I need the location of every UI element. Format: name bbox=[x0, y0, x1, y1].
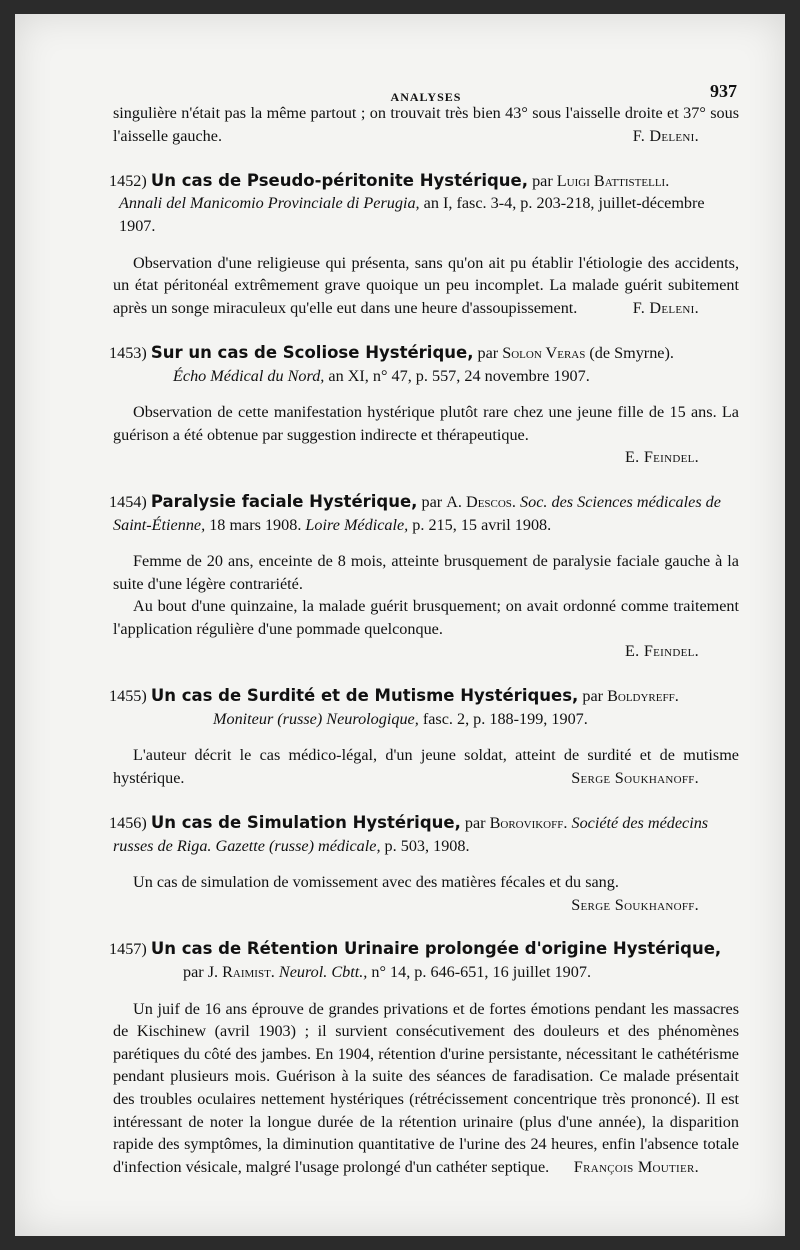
entry-author: Solon Veras bbox=[502, 343, 586, 362]
entry-by: par bbox=[532, 171, 553, 190]
entry-author-note: (de Smyrne). bbox=[589, 343, 674, 362]
page-number: 937 bbox=[710, 81, 737, 101]
entry-citation bbox=[113, 961, 739, 984]
entry-title: Un cas de Simulation Hystérique, bbox=[150, 813, 461, 833]
entry-title: Un cas de Rétention Urinaire prolongée d'origine Hystérique, bbox=[150, 939, 722, 959]
entry-body bbox=[113, 550, 739, 663]
entry-author: Boldyreff. bbox=[607, 687, 679, 706]
entry-by: par bbox=[582, 687, 604, 706]
entry-details: an XI, n° 47, p. 557, 24 novembre 1907. bbox=[328, 366, 590, 385]
entry-by: par bbox=[421, 492, 443, 511]
entry-citation bbox=[113, 192, 739, 237]
entry-by: par bbox=[183, 963, 204, 981]
entry-details: fasc. 2, p. 188-199, 1907. bbox=[422, 709, 588, 728]
intro-block bbox=[113, 102, 739, 148]
entry-by: par bbox=[464, 814, 486, 833]
entry-paragraph: Un juif de 16 ans éprouve de grandes privations et de fortes émotions pendant les massacres de Kischinew (avril 1903) ; il survient consécutivement des douleurs et des phénomènes parétiques du côté des jambes. En 1904, rétention d'urine persistante, nécessitant le cathétérisme pendant plusieurs mois. Guérison à la suite des séances de faradisation. Ce malade présentait des troubles oculaires nettement hystériques (rétrécissement concentrique très prononcé). Il est intéressant de noter la longue durée de la rétention urinaire (plus d'une année), la disparition rapide des symptômes, la diminution quantitative de l'urine des 24 heures, enfin l'absence totale d'infection vésicale, malgré l'usage prolongé d'un cathéter septique. bbox=[113, 999, 739, 1176]
entry-body bbox=[113, 998, 739, 1179]
entry-journal: Neurol. Cbtt., bbox=[278, 963, 368, 981]
entry-signature: E. Feindel. bbox=[624, 448, 699, 467]
entry-journal: Écho Médical du Nord, bbox=[173, 366, 325, 385]
entry-journal: Annali del Manicomio Provinciale di Perugia, bbox=[119, 194, 420, 213]
entry-journal-2: Loire Médicale, bbox=[305, 515, 409, 534]
entry-details: 18 mars 1908. bbox=[209, 515, 302, 534]
entry-details: an I, fasc. 3-4, p. 203-218, juillet-décembre 1907. bbox=[119, 194, 705, 235]
entry-body bbox=[113, 744, 739, 790]
entry-signature: E. Feindel. bbox=[624, 642, 699, 661]
entry-heading bbox=[109, 170, 739, 238]
entry-citation bbox=[113, 708, 739, 731]
running-head-title: ANALYSES bbox=[390, 90, 462, 104]
entry-journal: Moniteur (russe) Neurologique, bbox=[213, 709, 419, 728]
entry-number: 1454) bbox=[109, 492, 147, 511]
entry-journal: Soc. des Sciences médicales de Saint-Étienne, bbox=[113, 492, 721, 534]
intro-signature: F. Deleni. bbox=[632, 127, 699, 146]
entry-heading bbox=[109, 938, 739, 983]
entry-by: par bbox=[477, 343, 499, 362]
entry-1456 bbox=[109, 812, 739, 916]
entry-paragraph: Femme de 20 ans, enceinte de 8 mois, atteinte brusquement de paralysie faciale gauche à la suite d'une légère contrariété. bbox=[113, 552, 739, 593]
intro-text: singulière n'était pas la même partout ; on trouvait très bien 43° sous l'aisselle droite et 37° sous l'aisselle gauche. bbox=[113, 104, 739, 145]
entry-author: Borovikoff. bbox=[489, 814, 568, 833]
entry-number: 1455) bbox=[109, 687, 147, 706]
entry-number: 1453) bbox=[109, 343, 147, 362]
entry-1454 bbox=[109, 491, 739, 663]
entry-heading bbox=[109, 685, 739, 730]
entry-1453 bbox=[109, 342, 739, 469]
entry-author: A. Descos. bbox=[446, 492, 516, 511]
entry-title: Sur un cas de Scoliose Hystérique, bbox=[150, 342, 474, 362]
entry-heading bbox=[109, 491, 739, 536]
entry-author: Luigi Battistelli. bbox=[556, 171, 670, 190]
entry-signature: F. Deleni. bbox=[632, 299, 699, 318]
entry-signature: Serge Soukhanoff. bbox=[571, 895, 699, 914]
entry-signature: François Moutier. bbox=[573, 1158, 699, 1177]
entry-1457 bbox=[109, 938, 739, 1179]
entry-1455 bbox=[109, 685, 739, 790]
running-head bbox=[113, 68, 739, 102]
entry-details-2: p. 215, 15 avril 1908. bbox=[412, 515, 552, 534]
document-page bbox=[109, 68, 739, 1179]
entry-number: 1456) bbox=[109, 814, 147, 833]
entry-signature: Serge Soukhanoff. bbox=[571, 769, 699, 788]
page-sheet bbox=[15, 14, 785, 1236]
entry-author: J. Raimist. bbox=[207, 963, 275, 981]
entry-paragraph: Un cas de simulation de vomissement avec des matières fécales et du sang. bbox=[133, 873, 619, 892]
entry-paragraph: Observation d'une religieuse qui présenta, sans qu'on ait pu établir l'étiologie des accidents, un état péritonéal extrêmement grave quoique un peu incomplet. La malade guérit subitement après un songe miraculeux qu'elle eut dans une heure d'assoupissement. bbox=[113, 253, 739, 317]
entry-paragraph: Au bout d'une quinzaine, la malade guérit brusquement; on avait ordonné comme traitement l'application régulière d'une pommade quelconque. bbox=[113, 597, 739, 638]
entry-body bbox=[113, 252, 739, 320]
entry-title: Un cas de Pseudo-péritonite Hystérique, bbox=[150, 170, 529, 190]
entry-number: 1452) bbox=[109, 171, 147, 190]
entry-details: p. 503, 1908. bbox=[384, 836, 470, 855]
entry-title: Un cas de Surdité et de Mutisme Hystériques, bbox=[150, 686, 579, 706]
entry-body bbox=[113, 871, 739, 916]
entry-heading bbox=[109, 342, 739, 387]
entry-paragraph: L'auteur décrit le cas médico-légal, d'un jeune soldat, atteint de surdité et de mutisme hystérique. bbox=[113, 746, 739, 787]
entry-number: 1457) bbox=[109, 940, 147, 959]
entry-body bbox=[113, 401, 739, 469]
entry-citation bbox=[113, 365, 739, 388]
entry-journal: Société des médecins russes de Riga. Gazette (russe) médicale, bbox=[113, 814, 709, 855]
entry-1452 bbox=[109, 170, 739, 320]
entry-title: Paralysie faciale Hystérique, bbox=[150, 491, 418, 511]
entry-details: n° 14, p. 646-651, 16 juillet 1907. bbox=[371, 963, 591, 981]
entry-paragraph: Observation de cette manifestation hystérique plutôt rare chez une jeune fille de 15 ans. La guérison a été obtenue par suggestion indirecte et thérapeutique. bbox=[113, 403, 739, 444]
entry-heading bbox=[109, 812, 739, 857]
